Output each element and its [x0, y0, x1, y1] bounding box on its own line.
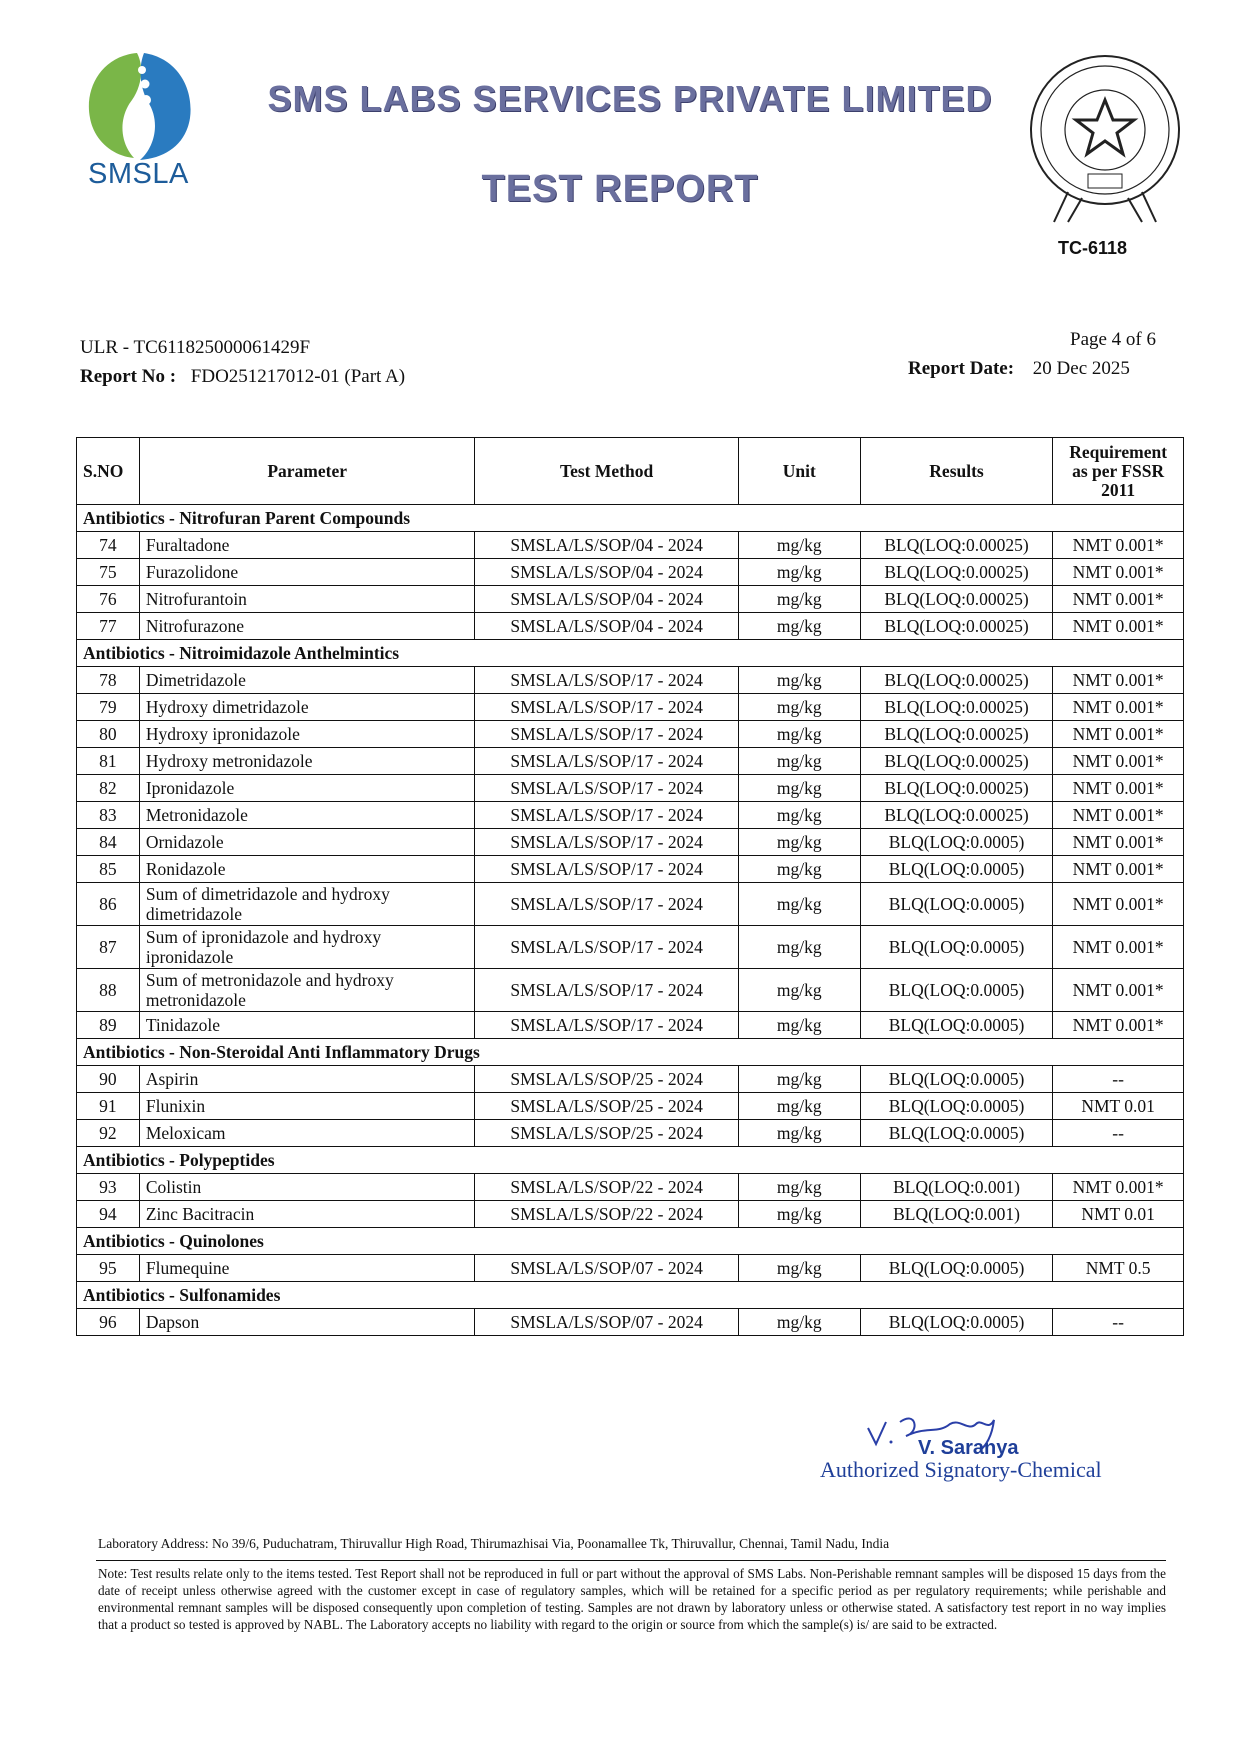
- laboratory-address: Laboratory Address: No 39/6, Puduchatram, Thiruvallur High Road, Thirumazhisai Via, Poonamallee Tk, Thiruvallur, Chennai, Tamil Nadu, India: [98, 1536, 890, 1551]
- section-row: [77, 1282, 1184, 1309]
- cell-test-method: SMSLA/LS/SOP/17 - 2024: [475, 969, 738, 1012]
- cell-test-method: SMSLA/LS/SOP/17 - 2024: [475, 775, 738, 802]
- cell-test-method: SMSLA/LS/SOP/07 - 2024: [475, 1309, 738, 1336]
- section-title: Antibiotics - Sulfonamides: [77, 1282, 1184, 1309]
- cell-unit: mg/kg: [738, 613, 860, 640]
- cell-unit: mg/kg: [738, 1255, 860, 1282]
- cell-sno: 92: [77, 1120, 140, 1147]
- cell-requirement: NMT 0.001*: [1053, 694, 1184, 721]
- cell-parameter: Ornidazole: [139, 829, 475, 856]
- cell-sno: 81: [77, 748, 140, 775]
- report-number: FDO251217012-01 (Part A): [190, 366, 406, 387]
- cell-unit: mg/kg: [738, 1201, 860, 1228]
- cell-parameter: Nitrofurazone: [139, 613, 475, 640]
- cell-sno: 94: [77, 1201, 140, 1228]
- cell-sno: 93: [77, 1174, 140, 1201]
- cell-requirement: NMT 0.001*: [1053, 829, 1184, 856]
- cell-parameter: Flunixin: [139, 1093, 475, 1120]
- cell-result: BLQ(LOQ:0.00025): [860, 694, 1052, 721]
- cell-test-method: SMSLA/LS/SOP/17 - 2024: [475, 856, 738, 883]
- cell-unit: mg/kg: [738, 748, 860, 775]
- report-number-label: Report No :: [80, 366, 177, 387]
- cell-test-method: SMSLA/LS/SOP/17 - 2024: [475, 694, 738, 721]
- cell-unit: mg/kg: [738, 586, 860, 613]
- cell-requirement: NMT 0.01: [1053, 1201, 1184, 1228]
- cell-sno: 74: [77, 532, 140, 559]
- report-date: 20 Dec 2025: [1032, 358, 1130, 379]
- cell-requirement: NMT 0.001*: [1053, 802, 1184, 829]
- company-name: SMS LABS SERVICES PRIVATE LIMITED: [267, 78, 993, 119]
- cell-test-method: SMSLA/LS/SOP/22 - 2024: [475, 1174, 738, 1201]
- cell-result: BLQ(LOQ:0.0005): [860, 829, 1052, 856]
- cell-parameter: Dimetridazole: [139, 667, 475, 694]
- table-row: [77, 532, 1184, 559]
- cell-test-method: SMSLA/LS/SOP/17 - 2024: [475, 721, 738, 748]
- cell-unit: mg/kg: [738, 856, 860, 883]
- cell-sno: 96: [77, 1309, 140, 1336]
- cell-result: BLQ(LOQ:0.00025): [860, 775, 1052, 802]
- cell-parameter: Ronidazole: [139, 856, 475, 883]
- cell-unit: mg/kg: [738, 559, 860, 586]
- cell-result: BLQ(LOQ:0.001): [860, 1201, 1052, 1228]
- table-row: [77, 1255, 1184, 1282]
- table-row: [77, 586, 1184, 613]
- cell-parameter: Furazolidone: [139, 559, 475, 586]
- cell-sno: 82: [77, 775, 140, 802]
- cell-parameter: Furaltadone: [139, 532, 475, 559]
- report-date-row: [908, 358, 1130, 380]
- nabl-accreditation-seal: [1020, 50, 1190, 225]
- cell-parameter: Meloxicam: [139, 1120, 475, 1147]
- section-title: Antibiotics - Polypeptides: [77, 1147, 1184, 1174]
- header-parameter: Parameter: [139, 438, 475, 505]
- cell-sno: 85: [77, 856, 140, 883]
- table-row: [77, 1309, 1184, 1336]
- cell-parameter: Sum of ipronidazole and hydroxy ipronidazole: [139, 926, 475, 969]
- cell-result: BLQ(LOQ:0.00025): [860, 532, 1052, 559]
- cell-unit: mg/kg: [738, 969, 860, 1012]
- cell-unit: mg/kg: [738, 1012, 860, 1039]
- cell-result: BLQ(LOQ:0.0005): [860, 1255, 1052, 1282]
- cell-sno: 86: [77, 883, 140, 926]
- cell-test-method: SMSLA/LS/SOP/25 - 2024: [475, 1066, 738, 1093]
- cell-test-method: SMSLA/LS/SOP/17 - 2024: [475, 667, 738, 694]
- signatory-name: V. Saranya: [918, 1437, 1019, 1459]
- cell-unit: mg/kg: [738, 802, 860, 829]
- cell-unit: mg/kg: [738, 883, 860, 926]
- cell-result: BLQ(LOQ:0.001): [860, 1174, 1052, 1201]
- cell-test-method: SMSLA/LS/SOP/04 - 2024: [475, 586, 738, 613]
- cell-result: BLQ(LOQ:0.00025): [860, 559, 1052, 586]
- cell-requirement: NMT 0.001*: [1053, 1012, 1184, 1039]
- table-row: [77, 969, 1184, 1012]
- cell-requirement: NMT 0.001*: [1053, 856, 1184, 883]
- section-title: Antibiotics - Nitroimidazole Anthelmintics: [77, 640, 1184, 667]
- cell-unit: mg/kg: [738, 1120, 860, 1147]
- cell-test-method: SMSLA/LS/SOP/17 - 2024: [475, 926, 738, 969]
- cell-parameter: Hydroxy dimetridazole: [139, 694, 475, 721]
- cell-unit: mg/kg: [738, 532, 860, 559]
- cell-sno: 75: [77, 559, 140, 586]
- footer-divider: [96, 1560, 1166, 1561]
- cell-sno: 84: [77, 829, 140, 856]
- cell-result: BLQ(LOQ:0.0005): [860, 1309, 1052, 1336]
- cell-parameter: Sum of dimetridazole and hydroxy dimetridazole: [139, 883, 475, 926]
- cell-parameter: Dapson: [139, 1309, 475, 1336]
- report-title: TEST REPORT: [481, 168, 759, 210]
- cell-parameter: Colistin: [139, 1174, 475, 1201]
- cell-requirement: NMT 0.001*: [1053, 559, 1184, 586]
- header-requirement: Requirement as per FSSR 2011: [1053, 438, 1184, 505]
- cell-parameter: Tinidazole: [139, 1012, 475, 1039]
- cell-test-method: SMSLA/LS/SOP/07 - 2024: [475, 1255, 738, 1282]
- section-title: Antibiotics - Quinolones: [77, 1228, 1184, 1255]
- table-row: [77, 802, 1184, 829]
- cell-unit: mg/kg: [738, 926, 860, 969]
- cell-unit: mg/kg: [738, 1066, 860, 1093]
- cell-requirement: NMT 0.001*: [1053, 775, 1184, 802]
- cell-requirement: NMT 0.001*: [1053, 586, 1184, 613]
- table-header-row: [77, 438, 1184, 505]
- table-row: [77, 748, 1184, 775]
- table-row: [77, 1120, 1184, 1147]
- cell-requirement: NMT 0.5: [1053, 1255, 1184, 1282]
- cell-sno: 79: [77, 694, 140, 721]
- cell-result: BLQ(LOQ:0.0005): [860, 856, 1052, 883]
- cell-parameter: Metronidazole: [139, 802, 475, 829]
- table-row: [77, 694, 1184, 721]
- header-results: Results: [860, 438, 1052, 505]
- cell-requirement: NMT 0.001*: [1053, 969, 1184, 1012]
- cell-requirement: NMT 0.01: [1053, 1093, 1184, 1120]
- table-row: [77, 829, 1184, 856]
- cell-result: BLQ(LOQ:0.00025): [860, 748, 1052, 775]
- table-row: [77, 1174, 1184, 1201]
- ulr-number: ULR - TC611825000061429F: [80, 337, 311, 358]
- section-title: Antibiotics - Nitrofuran Parent Compounds: [77, 505, 1184, 532]
- cell-parameter: Sum of metronidazole and hydroxy metronidazole: [139, 969, 475, 1012]
- cell-unit: mg/kg: [738, 667, 860, 694]
- cell-test-method: SMSLA/LS/SOP/25 - 2024: [475, 1093, 738, 1120]
- cell-result: BLQ(LOQ:0.0005): [860, 1066, 1052, 1093]
- table-row: [77, 1093, 1184, 1120]
- report-number-row: [80, 366, 405, 388]
- section-row: [77, 1147, 1184, 1174]
- table-row: [77, 856, 1184, 883]
- cell-requirement: NMT 0.001*: [1053, 1174, 1184, 1201]
- page-number: Page 4 of 6: [1070, 329, 1157, 350]
- cell-result: BLQ(LOQ:0.0005): [860, 883, 1052, 926]
- cell-requirement: NMT 0.001*: [1053, 926, 1184, 969]
- results-table: [76, 437, 1184, 1336]
- signatory-role: Authorized Signatory-Chemical: [820, 1457, 1102, 1482]
- table-row: [77, 667, 1184, 694]
- table-row: [77, 1201, 1184, 1228]
- header-sno: S.NO: [77, 438, 140, 505]
- cell-result: BLQ(LOQ:0.00025): [860, 721, 1052, 748]
- cell-test-method: SMSLA/LS/SOP/04 - 2024: [475, 559, 738, 586]
- cell-sno: 78: [77, 667, 140, 694]
- cell-requirement: --: [1053, 1120, 1184, 1147]
- cell-unit: mg/kg: [738, 694, 860, 721]
- cell-requirement: NMT 0.001*: [1053, 748, 1184, 775]
- cell-parameter: Hydroxy ipronidazole: [139, 721, 475, 748]
- cell-test-method: SMSLA/LS/SOP/17 - 2024: [475, 802, 738, 829]
- cell-test-method: SMSLA/LS/SOP/17 - 2024: [475, 748, 738, 775]
- cell-result: BLQ(LOQ:0.00025): [860, 586, 1052, 613]
- cell-sno: 77: [77, 613, 140, 640]
- logo-wordmark: SMSLA: [88, 158, 189, 190]
- cell-parameter: Nitrofurantoin: [139, 586, 475, 613]
- cell-parameter: Aspirin: [139, 1066, 475, 1093]
- cell-requirement: --: [1053, 1309, 1184, 1336]
- cell-test-method: SMSLA/LS/SOP/04 - 2024: [475, 613, 738, 640]
- cell-parameter: Ipronidazole: [139, 775, 475, 802]
- table-row: [77, 1066, 1184, 1093]
- cell-result: BLQ(LOQ:0.0005): [860, 1093, 1052, 1120]
- cell-test-method: SMSLA/LS/SOP/22 - 2024: [475, 1201, 738, 1228]
- cell-result: BLQ(LOQ:0.0005): [860, 1120, 1052, 1147]
- cell-requirement: NMT 0.001*: [1053, 532, 1184, 559]
- cell-parameter: Hydroxy metronidazole: [139, 748, 475, 775]
- table-row: [77, 883, 1184, 926]
- cell-requirement: NMT 0.001*: [1053, 667, 1184, 694]
- cell-result: BLQ(LOQ:0.00025): [860, 613, 1052, 640]
- section-row: [77, 505, 1184, 532]
- cell-sno: 76: [77, 586, 140, 613]
- cell-sno: 89: [77, 1012, 140, 1039]
- cell-test-method: SMSLA/LS/SOP/17 - 2024: [475, 829, 738, 856]
- cell-sno: 90: [77, 1066, 140, 1093]
- cell-sno: 95: [77, 1255, 140, 1282]
- table-row: [77, 1012, 1184, 1039]
- cell-parameter: Zinc Bacitracin: [139, 1201, 475, 1228]
- cell-test-method: SMSLA/LS/SOP/17 - 2024: [475, 883, 738, 926]
- table-row: [77, 926, 1184, 969]
- cell-requirement: NMT 0.001*: [1053, 613, 1184, 640]
- cell-sno: 87: [77, 926, 140, 969]
- cell-parameter: Flumequine: [139, 1255, 475, 1282]
- cell-unit: mg/kg: [738, 1174, 860, 1201]
- section-row: [77, 1039, 1184, 1066]
- table-row: [77, 559, 1184, 586]
- cell-unit: mg/kg: [738, 1309, 860, 1336]
- cell-requirement: NMT 0.001*: [1053, 721, 1184, 748]
- table-row: [77, 613, 1184, 640]
- cell-test-method: SMSLA/LS/SOP/04 - 2024: [475, 532, 738, 559]
- cell-sno: 88: [77, 969, 140, 1012]
- cell-result: BLQ(LOQ:0.00025): [860, 802, 1052, 829]
- section-row: [77, 640, 1184, 667]
- report-date-label: Report Date:: [908, 358, 1015, 379]
- disclaimer-note: Note: Test results relate only to the items tested. Test Report shall not be reproduced in full or part without the approval of SMS Labs. Non-Perishable remnant samples will be disposed 15 days from the date of receipt unless otherwise agreed with the customer except in case of regulatory samples, which will be retained for a specific period as per regulatory requirements; while perishable and environmental remnant samples will be disposed consequently upon completion of testing. Samples are not drawn by laboratory unless or otherwise stated. A satisfactory test report in no way implies that a product so tested is approved by NABL. The Laboratory accepts no liability with regard to the origin or source from which the sample(s) is/ are said to be extracted.: [98, 1566, 1166, 1632]
- cell-unit: mg/kg: [738, 829, 860, 856]
- cell-unit: mg/kg: [738, 775, 860, 802]
- cell-unit: mg/kg: [738, 721, 860, 748]
- accreditation-code: TC-6118: [1058, 238, 1128, 258]
- cell-result: BLQ(LOQ:0.0005): [860, 926, 1052, 969]
- cell-result: BLQ(LOQ:0.00025): [860, 667, 1052, 694]
- header-unit: Unit: [738, 438, 860, 505]
- cell-unit: mg/kg: [738, 1093, 860, 1120]
- section-title: Antibiotics - Non-Steroidal Anti Inflammatory Drugs: [77, 1039, 1184, 1066]
- header-test-method: Test Method: [475, 438, 738, 505]
- cell-requirement: NMT 0.001*: [1053, 883, 1184, 926]
- cell-sno: 83: [77, 802, 140, 829]
- cell-test-method: SMSLA/LS/SOP/25 - 2024: [475, 1120, 738, 1147]
- cell-result: BLQ(LOQ:0.0005): [860, 1012, 1052, 1039]
- cell-sno: 91: [77, 1093, 140, 1120]
- section-row: [77, 1228, 1184, 1255]
- cell-requirement: --: [1053, 1066, 1184, 1093]
- cell-sno: 80: [77, 721, 140, 748]
- table-row: [77, 775, 1184, 802]
- cell-test-method: SMSLA/LS/SOP/17 - 2024: [475, 1012, 738, 1039]
- cell-result: BLQ(LOQ:0.0005): [860, 969, 1052, 1012]
- table-row: [77, 721, 1184, 748]
